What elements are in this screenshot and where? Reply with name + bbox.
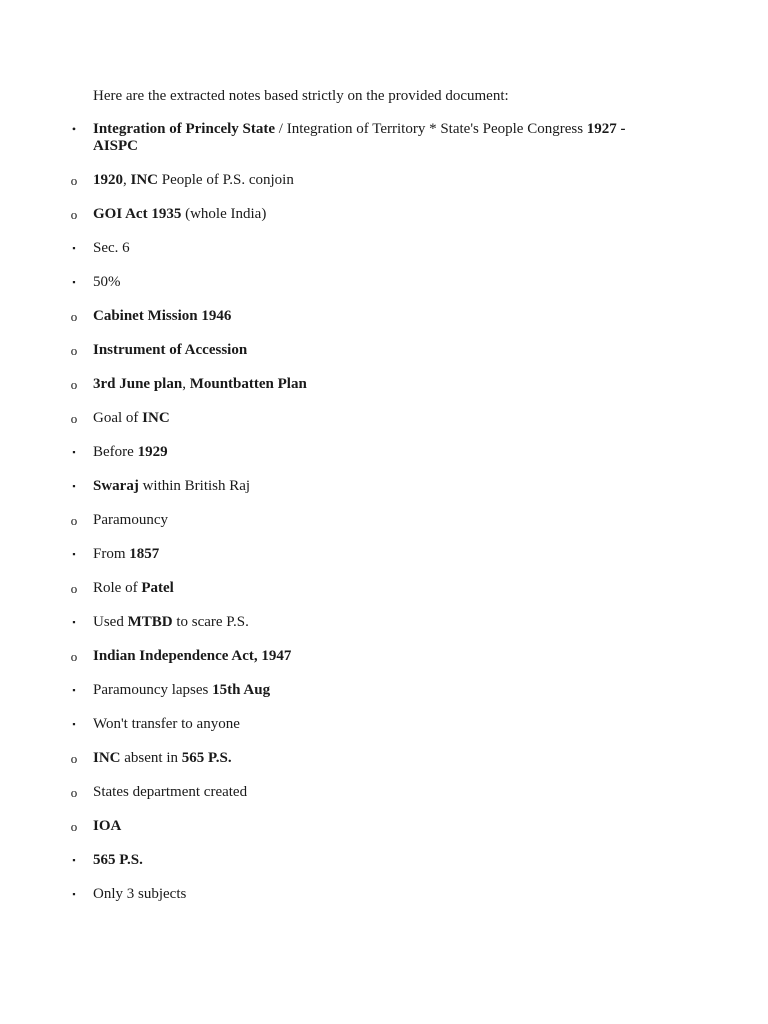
- list-item: [0, 852, 653, 869]
- list-item: [0, 784, 653, 801]
- list-item: [0, 342, 653, 359]
- list-item: [0, 682, 653, 699]
- list-item: [0, 376, 653, 393]
- square-marker: ▪: [72, 617, 76, 627]
- note-text: From: [93, 546, 130, 562]
- square-marker: ▪: [72, 447, 76, 457]
- note-text-bold: GOI Act 1935: [93, 206, 182, 222]
- square-marker: ▪: [72, 719, 76, 729]
- list-item: [0, 206, 653, 223]
- list-item: [0, 172, 653, 189]
- square-marker: ▪: [72, 889, 76, 899]
- list-item: [0, 886, 653, 903]
- note-text: 50%: [93, 274, 121, 290]
- circle-marker: o: [70, 819, 78, 834]
- square-marker: ▪: [72, 277, 76, 287]
- note-text: States department created: [93, 784, 248, 800]
- note-text-bold: INC: [93, 750, 121, 766]
- note-text-bold: 3rd June plan: [93, 376, 183, 392]
- note-text-bold: Mountbatten Plan: [189, 376, 307, 392]
- bullet-marker: •: [71, 122, 77, 136]
- list-item: [0, 512, 653, 529]
- list-item: [0, 546, 653, 563]
- intro-text: Here are the extracted notes based strictly on the provided document:: [93, 88, 509, 104]
- note-text-bold: INC: [130, 172, 159, 188]
- square-marker: ▪: [72, 685, 76, 695]
- note-text: ,: [182, 376, 190, 392]
- circle-marker: o: [70, 513, 78, 528]
- note-text: People of P.S. conjoin: [158, 172, 294, 188]
- list-item: [0, 121, 653, 155]
- circle-marker: o: [70, 207, 78, 222]
- list-item: [0, 478, 653, 495]
- note-text: Used: [93, 614, 128, 630]
- square-marker: ▪: [72, 549, 76, 559]
- list-item: [0, 308, 653, 325]
- circle-marker: o: [70, 377, 78, 392]
- list-item: [0, 750, 653, 767]
- note-text-bold: MTBD: [127, 614, 173, 630]
- list-item: [0, 274, 653, 291]
- circle-marker: o: [70, 309, 78, 324]
- note-text: Goal of: [93, 410, 143, 426]
- notes-list: [0, 121, 768, 920]
- note-text: Role of: [93, 580, 142, 596]
- circle-marker: o: [70, 343, 78, 358]
- note-text: Before: [93, 444, 138, 460]
- list-item: [0, 240, 653, 257]
- note-text-bold: Cabinet Mission 1946: [93, 308, 232, 324]
- note-text-bold: 1857: [129, 546, 160, 562]
- note-text: Paramouncy lapses: [93, 682, 213, 698]
- note-text-bold: 1927 - AISPC: [93, 121, 626, 154]
- note-text-bold: Swaraj: [93, 478, 139, 494]
- list-item: [0, 818, 653, 835]
- square-marker: ▪: [72, 481, 76, 491]
- note-text: absent in: [120, 750, 182, 766]
- list-item: [0, 614, 653, 631]
- list-item: [0, 580, 653, 597]
- note-text: (whole India): [181, 206, 267, 222]
- note-text: to scare P.S.: [172, 614, 249, 630]
- note-text: ,: [123, 172, 131, 188]
- list-item: [0, 444, 653, 461]
- note-text: / Integration of Territory * State's People Congress: [275, 121, 587, 137]
- note-text-bold: 15th Aug: [212, 682, 271, 698]
- note-text-bold: 1920: [93, 172, 123, 188]
- list-item: [0, 410, 653, 427]
- square-marker: ▪: [72, 855, 76, 865]
- circle-marker: o: [70, 649, 78, 664]
- note-text-bold: 565 P.S.: [93, 852, 143, 868]
- note-text: within British Raj: [138, 478, 251, 494]
- circle-marker: o: [70, 411, 78, 426]
- list-item: [0, 716, 653, 733]
- note-text: Only 3 subjects: [93, 886, 187, 902]
- list-item: [0, 648, 653, 665]
- note-text-bold: IOA: [93, 818, 122, 834]
- note-text: Won't transfer to anyone: [93, 716, 240, 732]
- note-text-bold: Instrument of Accession: [93, 342, 248, 358]
- circle-marker: o: [70, 751, 78, 766]
- circle-marker: o: [70, 785, 78, 800]
- circle-marker: o: [70, 581, 78, 596]
- note-text-bold: INC: [142, 410, 170, 426]
- note-text-bold: Indian Independence Act, 1947: [93, 648, 292, 664]
- note-text-bold: 1929: [137, 444, 168, 460]
- note-text: Paramouncy: [93, 512, 168, 528]
- note-text-bold: 565 P.S.: [181, 750, 232, 766]
- square-marker: ▪: [72, 243, 76, 253]
- note-text: Sec. 6: [93, 240, 130, 256]
- circle-marker: o: [70, 173, 78, 188]
- note-text-bold: Integration of Princely State: [93, 121, 276, 137]
- note-text-bold: Patel: [141, 580, 174, 596]
